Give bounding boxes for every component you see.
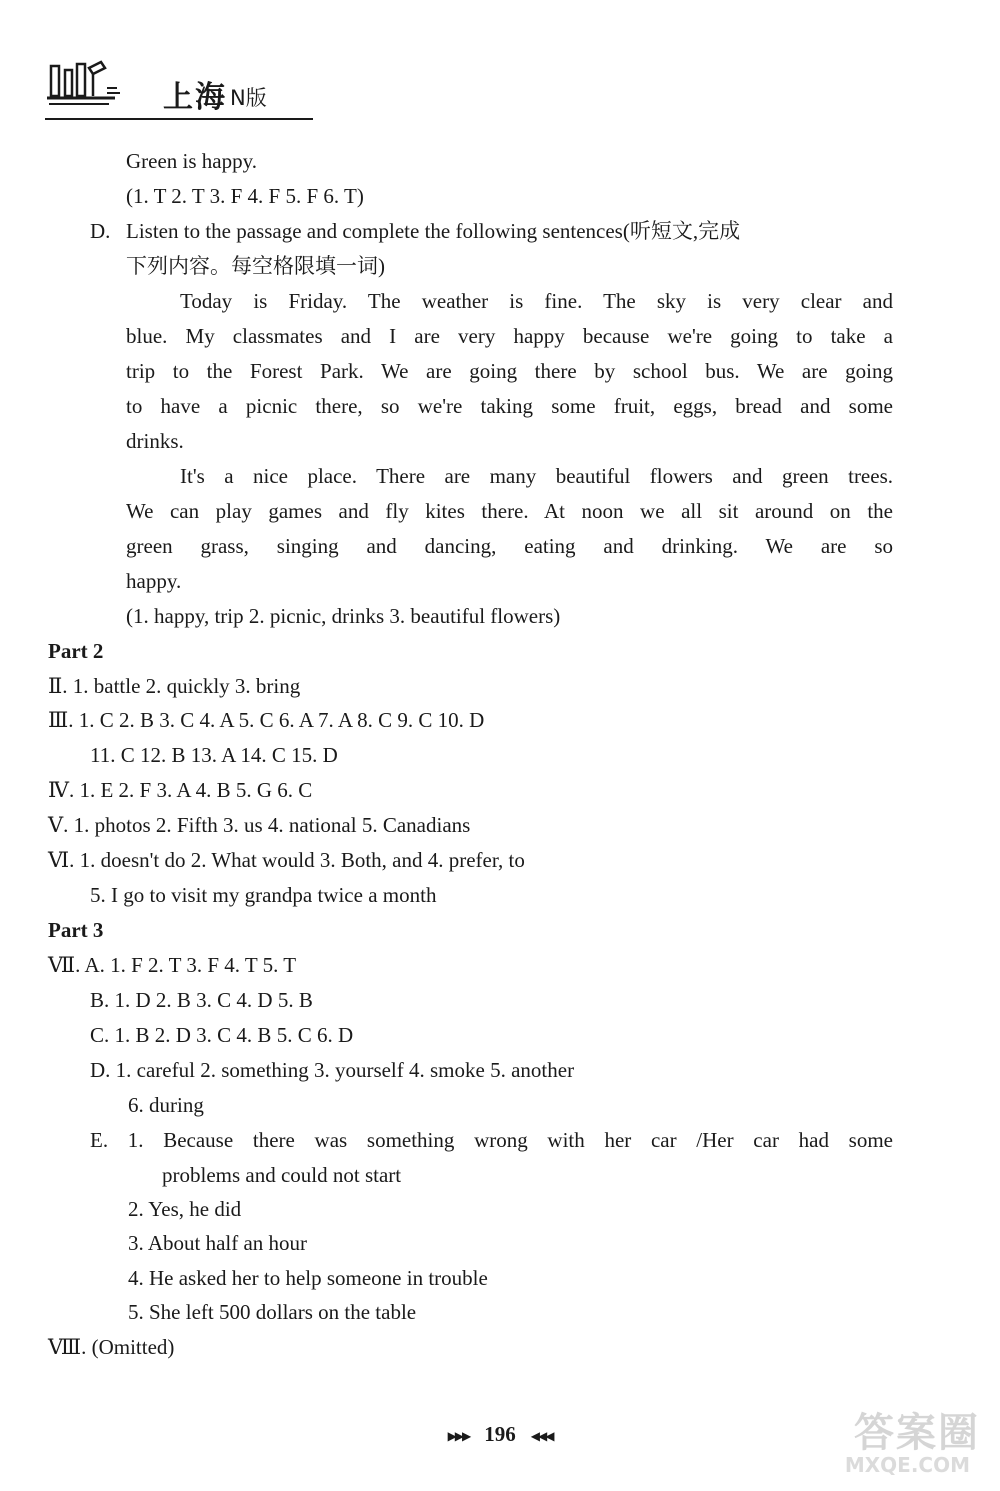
answer-row-vii-e: E. 1. Because there was something wrong with her car /Her car had some [90, 1128, 893, 1152]
right-arrows-icon: ▶▶▶ [447, 1428, 470, 1443]
answer-row-vii-e-3: 3. About half an hour [128, 1231, 308, 1255]
left-arrows-icon: ◀◀◀ [530, 1428, 553, 1443]
answer-row-vi-cont: 5. I go to visit my grandpa twice a month [90, 883, 437, 907]
passage-line: green grass, singing and dancing, eating and drinking. We are so [126, 534, 893, 558]
answer-row-ii: Ⅱ. 1. battle 2. quickly 3. bring [48, 674, 301, 698]
watermark [790, 1401, 980, 1481]
passage-line: blue. My classmates and I are very happy because we're going to take a [126, 324, 893, 348]
passage-line: happy. [126, 569, 182, 593]
answer-row-vii-e-4: 4. He asked her to help someone in trouble [128, 1266, 488, 1290]
answer-row-vii-b: B. 1. D 2. B 3. C 4. D 5. B [90, 988, 313, 1012]
answer-row-vii-e-2: 2. Yes, he did [128, 1197, 242, 1221]
answer-row-vii-a: Ⅶ. A. 1. F 2. T 3. F 4. T 5. T [48, 953, 297, 977]
section-d-instruction: Listen to the passage and complete the following sentences(听短文,完成 [126, 219, 741, 243]
passage-line: We can play games and fly kites there. At noon we all sit around on the [126, 499, 893, 523]
page-header [45, 52, 315, 127]
page-number: 196 [484, 1422, 516, 1446]
passage-line: drinks. [126, 429, 184, 453]
answer-row-vii-c: C. 1. B 2. D 3. C 4. B 5. C 6. D [90, 1023, 354, 1047]
answer-row-viii: Ⅷ. (Omitted) [48, 1335, 175, 1359]
watermark-logo: 答案圈 [854, 1410, 980, 1456]
part-2-title: Part 2 [48, 639, 104, 663]
answer-row-vii-e-5: 5. She left 500 dollars on the table [128, 1300, 417, 1324]
books-on-shelf-icon [45, 58, 145, 108]
answer-row-vii-e-cont: problems and could not start [162, 1163, 402, 1187]
answer-row-vii-d: D. 1. careful 2. something 3. yourself 4. smoke 5. another [90, 1058, 575, 1082]
passage-line: Today is Friday. The weather is fine. The sky is very clear and [180, 289, 893, 313]
section-c-answers: (1. T 2. T 3. F 4. F 5. F 6. T) [126, 184, 364, 208]
part-3-title: Part 3 [48, 918, 104, 942]
passage-line: trip to the Forest Park. We are going there by school bus. We are going [126, 359, 893, 383]
answer-row-iii-cont: 11. C 12. B 13. A 14. C 15. D [90, 743, 338, 767]
header-edition: N版 [230, 86, 267, 110]
answer-row-vi: Ⅵ. 1. doesn't do 2. What would 3. Both, and 4. prefer, to [48, 848, 525, 872]
section-d-label: D. [90, 219, 111, 243]
section-d-instruction-cont: 下列内容。每空格限填一词) [126, 254, 385, 278]
watermark-url: MXQE.COM [844, 1453, 970, 1477]
answer-row-iii: Ⅲ. 1. C 2. B 3. C 4. A 5. C 6. A 7. A 8. C 9. C 10. D [48, 708, 485, 732]
section-c-line: Green is happy. [126, 149, 258, 173]
passage-line: It's a nice place. There are many beautiful flowers and green trees. [180, 464, 893, 488]
answer-row-vii-d-cont: 6. during [128, 1093, 204, 1117]
passage-line: to have a picnic there, so we're taking some fruit, eggs, bread and some [126, 394, 893, 418]
answer-row-v: Ⅴ. 1. photos 2. Fifth 3. us 4. national 5. Canadians [48, 813, 471, 837]
section-d-answers: (1. happy, trip 2. picnic, drinks 3. beautiful flowers) [126, 604, 561, 628]
header-title: 上海 [163, 80, 227, 115]
answer-row-iv: Ⅳ. 1. E 2. F 3. A 4. B 5. G 6. C [48, 778, 313, 802]
header-rule [45, 118, 313, 120]
